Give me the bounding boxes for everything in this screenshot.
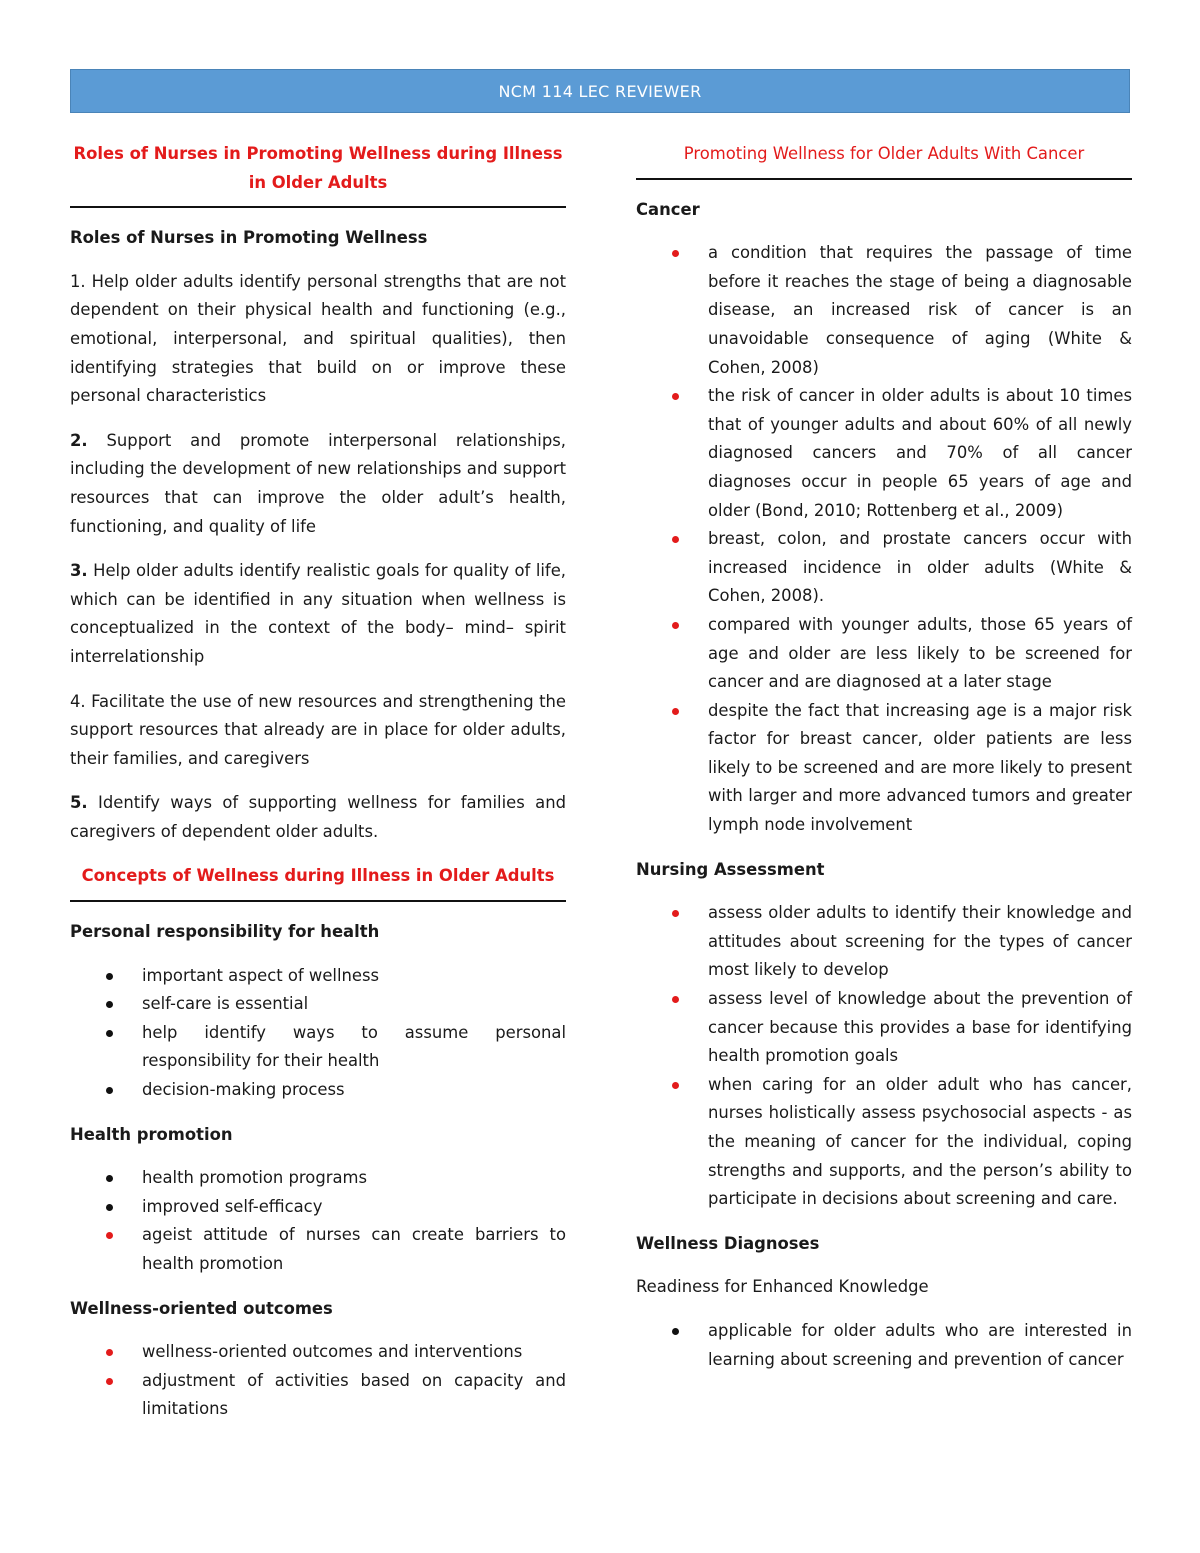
list-item: health promotion programs — [70, 1164, 566, 1193]
wellness-outcomes-heading: Wellness-oriented outcomes — [70, 1298, 333, 1318]
role-item: 2. Support and promote interpersonal relationships, including the development of new relationships and support resources that can improve the older adult’s health, functioning, and quality of life — [70, 430, 566, 536]
list-item: a condition that requires the passage of time before it reaches the stage of being a diagnosable disease, an increased risk of cancer is an unavoidable consequence of aging (White & Cohen, 2008) — [636, 239, 1132, 382]
wellness-diagnoses-list — [636, 1317, 1132, 1374]
role-item: 5. Identify ways of supporting wellness for families and caregivers of dependent older adults. — [70, 793, 566, 841]
page-header: NCM 114 LEC REVIEWER — [70, 69, 1130, 113]
list-item: improved self-efficacy — [70, 1193, 566, 1222]
section-title-roles: Roles of Nurses in Promoting Wellness during Illness in Older Adults — [70, 140, 566, 208]
list-item: wellness-oriented outcomes and interventions — [70, 1338, 566, 1367]
bullet-icon — [106, 1087, 113, 1094]
readiness-subheading: Readiness for Enhanced Knowledge — [636, 1277, 929, 1297]
wellness-diagnoses-heading: Wellness Diagnoses — [636, 1233, 820, 1253]
red-bullet-icon — [672, 393, 679, 400]
cancer-heading: Cancer — [636, 199, 700, 219]
section-title-concepts: Concepts of Wellness during Illness in Older Adults — [70, 862, 566, 902]
list-item: ageist attitude of nurses can create barriers to health promotion — [70, 1221, 566, 1278]
list-item: the risk of cancer in older adults is about 10 times that of younger adults and about 60% of all newly diagnosed cancers and 70% of all cancer diagnoses occur in people 65 years of age and older (Bond, 2010; Rottenberg et al., 2009) — [636, 382, 1132, 525]
list-item: help identify ways to assume personal responsibility for their health — [70, 1019, 566, 1076]
list-item: despite the fact that increasing age is a major risk factor for breast cancer, older patients are less likely to be screened and are more likely to present with larger and more advanced tumors and greater lymph node involvement — [636, 697, 1132, 840]
red-bullet-icon — [672, 910, 679, 917]
right-column — [636, 140, 1132, 1390]
red-bullet-icon — [672, 1082, 679, 1089]
bullet-icon — [106, 1204, 113, 1211]
role-item: 4. Facilitate the use of new resources and strengthening the support resources that already are in place for older adults, their families, and caregivers — [70, 691, 566, 768]
bullet-icon — [672, 1328, 679, 1335]
list-item: assess level of knowledge about the prevention of cancer because this provides a base for identifying health promotion goals — [636, 985, 1132, 1071]
left-column — [70, 140, 566, 1440]
role-item: 1. Help older adults identify personal strengths that are not dependent on their physical health and functioning (e.g., emotional, interpersonal, and spiritual qualities), then identifying strategies that build on or improve these personal characteristics — [70, 271, 566, 406]
red-bullet-icon — [672, 996, 679, 1003]
bullet-icon — [106, 1175, 113, 1182]
red-bullet-icon — [106, 1378, 113, 1385]
list-item: compared with younger adults, those 65 years of age and older are less likely to be screened for cancer and are diagnosed at a later stage — [636, 611, 1132, 697]
personal-responsibility-list — [70, 962, 566, 1105]
list-item: adjustment of activities based on capacity and limitations — [70, 1367, 566, 1424]
health-promotion-list — [70, 1164, 566, 1278]
bullet-icon — [106, 1030, 113, 1037]
red-bullet-icon — [672, 708, 679, 715]
role-item: 3. Help older adults identify realistic goals for quality of life, which can be identified in any situation when wellness is conceptualized in the context of the body– mind– spirit interrelationship — [70, 561, 566, 666]
roles-subtitle: Roles of Nurses in Promoting Wellness — [70, 228, 428, 248]
bullet-icon — [106, 1001, 113, 1008]
red-bullet-icon — [672, 622, 679, 629]
health-promotion-heading: Health promotion — [70, 1124, 233, 1144]
red-bullet-icon — [672, 250, 679, 257]
list-item: self-care is essential — [70, 990, 566, 1019]
list-item: applicable for older adults who are interested in learning about screening and prevention of cancer — [636, 1317, 1132, 1374]
personal-responsibility-heading: Personal responsibility for health — [70, 922, 380, 942]
list-item: breast, colon, and prostate cancers occur with increased incidence in older adults (White & Cohen, 2008). — [636, 525, 1132, 611]
red-bullet-icon — [106, 1232, 113, 1239]
section-title-cancer: Promoting Wellness for Older Adults With Cancer — [636, 140, 1132, 180]
list-item: important aspect of wellness — [70, 962, 566, 991]
red-bullet-icon — [672, 536, 679, 543]
list-item: decision-making process — [70, 1076, 566, 1105]
list-item: when caring for an older adult who has cancer, nurses holistically assess psychosocial aspects - as the meaning of cancer for the individual, coping strengths and supports, and the person’s ability to participate in decisions about screening and care. — [636, 1071, 1132, 1214]
bullet-icon — [106, 973, 113, 980]
cancer-list — [636, 239, 1132, 839]
red-bullet-icon — [106, 1349, 113, 1356]
list-item: assess older adults to identify their knowledge and attitudes about screening for the types of cancer most likely to develop — [636, 899, 1132, 985]
nursing-assessment-heading: Nursing Assessment — [636, 859, 825, 879]
wellness-outcomes-list — [70, 1338, 566, 1424]
nursing-assessment-list — [636, 899, 1132, 1214]
